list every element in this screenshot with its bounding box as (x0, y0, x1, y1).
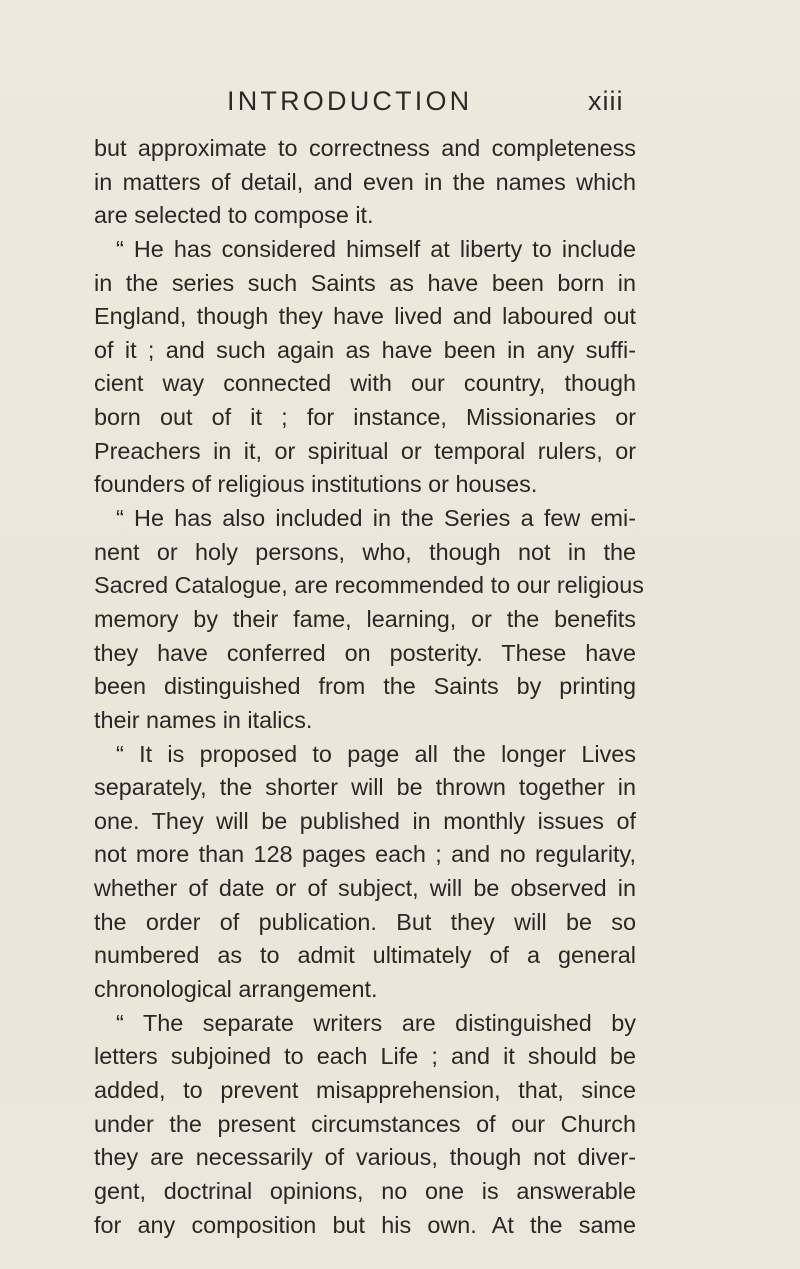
text-line: in matters of detail, and even in the names which (94, 168, 636, 195)
text-line: nent or holy persons, who, though not in the (94, 538, 636, 565)
text-line: “ He has also included in the Series a few emi- (116, 505, 636, 532)
running-head-title: INTRODUCTION (227, 86, 473, 116)
text-line: in the series such Saints as have been born in (94, 269, 636, 296)
text-line: “ He has considered himself at liberty to include (116, 235, 636, 262)
text-line: England, though they have lived and laboured out (94, 303, 636, 330)
running-head (0, 86, 800, 120)
text-line: the order of publication. But they will be so (94, 908, 636, 935)
text-line: Sacred Catalogue, are recommended to our religious (94, 572, 644, 599)
text-line: founders of religious institutions or houses. (94, 471, 538, 498)
text-line: memory by their fame, learning, or the benefits (94, 605, 636, 632)
page-number: xiii (588, 86, 624, 116)
text-line: added, to prevent misapprehension, that, since (94, 1076, 636, 1103)
text-line: not more than 128 pages each ; and no regularity, (94, 841, 636, 868)
text-line: numbered as to admit ultimately of a general (94, 942, 636, 969)
text-line: but approximate to correctness and completeness (94, 135, 636, 161)
text-line: they are necessarily of various, though not diver- (94, 1144, 636, 1171)
text-line: been distinguished from the Saints by printing (94, 673, 636, 700)
text-line: gent, doctrinal opinions, no one is answerable (94, 1177, 636, 1204)
body-text (94, 132, 644, 1242)
text-line: are selected to compose it. (94, 202, 374, 229)
text-line: “ The separate writers are distinguished by (116, 1009, 636, 1036)
text-line: under the present circumstances of our Church (94, 1110, 636, 1137)
text-line: Preachers in it, or spiritual or temporal rulers, or (94, 437, 636, 464)
text-line: their names in italics. (94, 706, 313, 733)
text-line: whether of date or of subject, will be observed in (94, 875, 636, 902)
text-line: born out of it ; for instance, Missionaries or (94, 404, 636, 431)
text-line: they have conferred on posterity. These have (94, 639, 636, 666)
text-line: chronological arrangement. (94, 976, 378, 1003)
text-line: for any composition but his own. At the same (94, 1211, 636, 1238)
text-line: of it ; and such again as have been in any suffi- (94, 336, 636, 363)
text-line: one. They will be published in monthly issues of (94, 807, 636, 834)
text-line: letters subjoined to each Life ; and it should be (94, 1043, 636, 1070)
text-line: “ It is proposed to page all the longer Lives (116, 740, 636, 767)
text-line: cient way connected with our country, though (94, 370, 636, 397)
text-line: separately, the shorter will be thrown together in (94, 774, 636, 801)
